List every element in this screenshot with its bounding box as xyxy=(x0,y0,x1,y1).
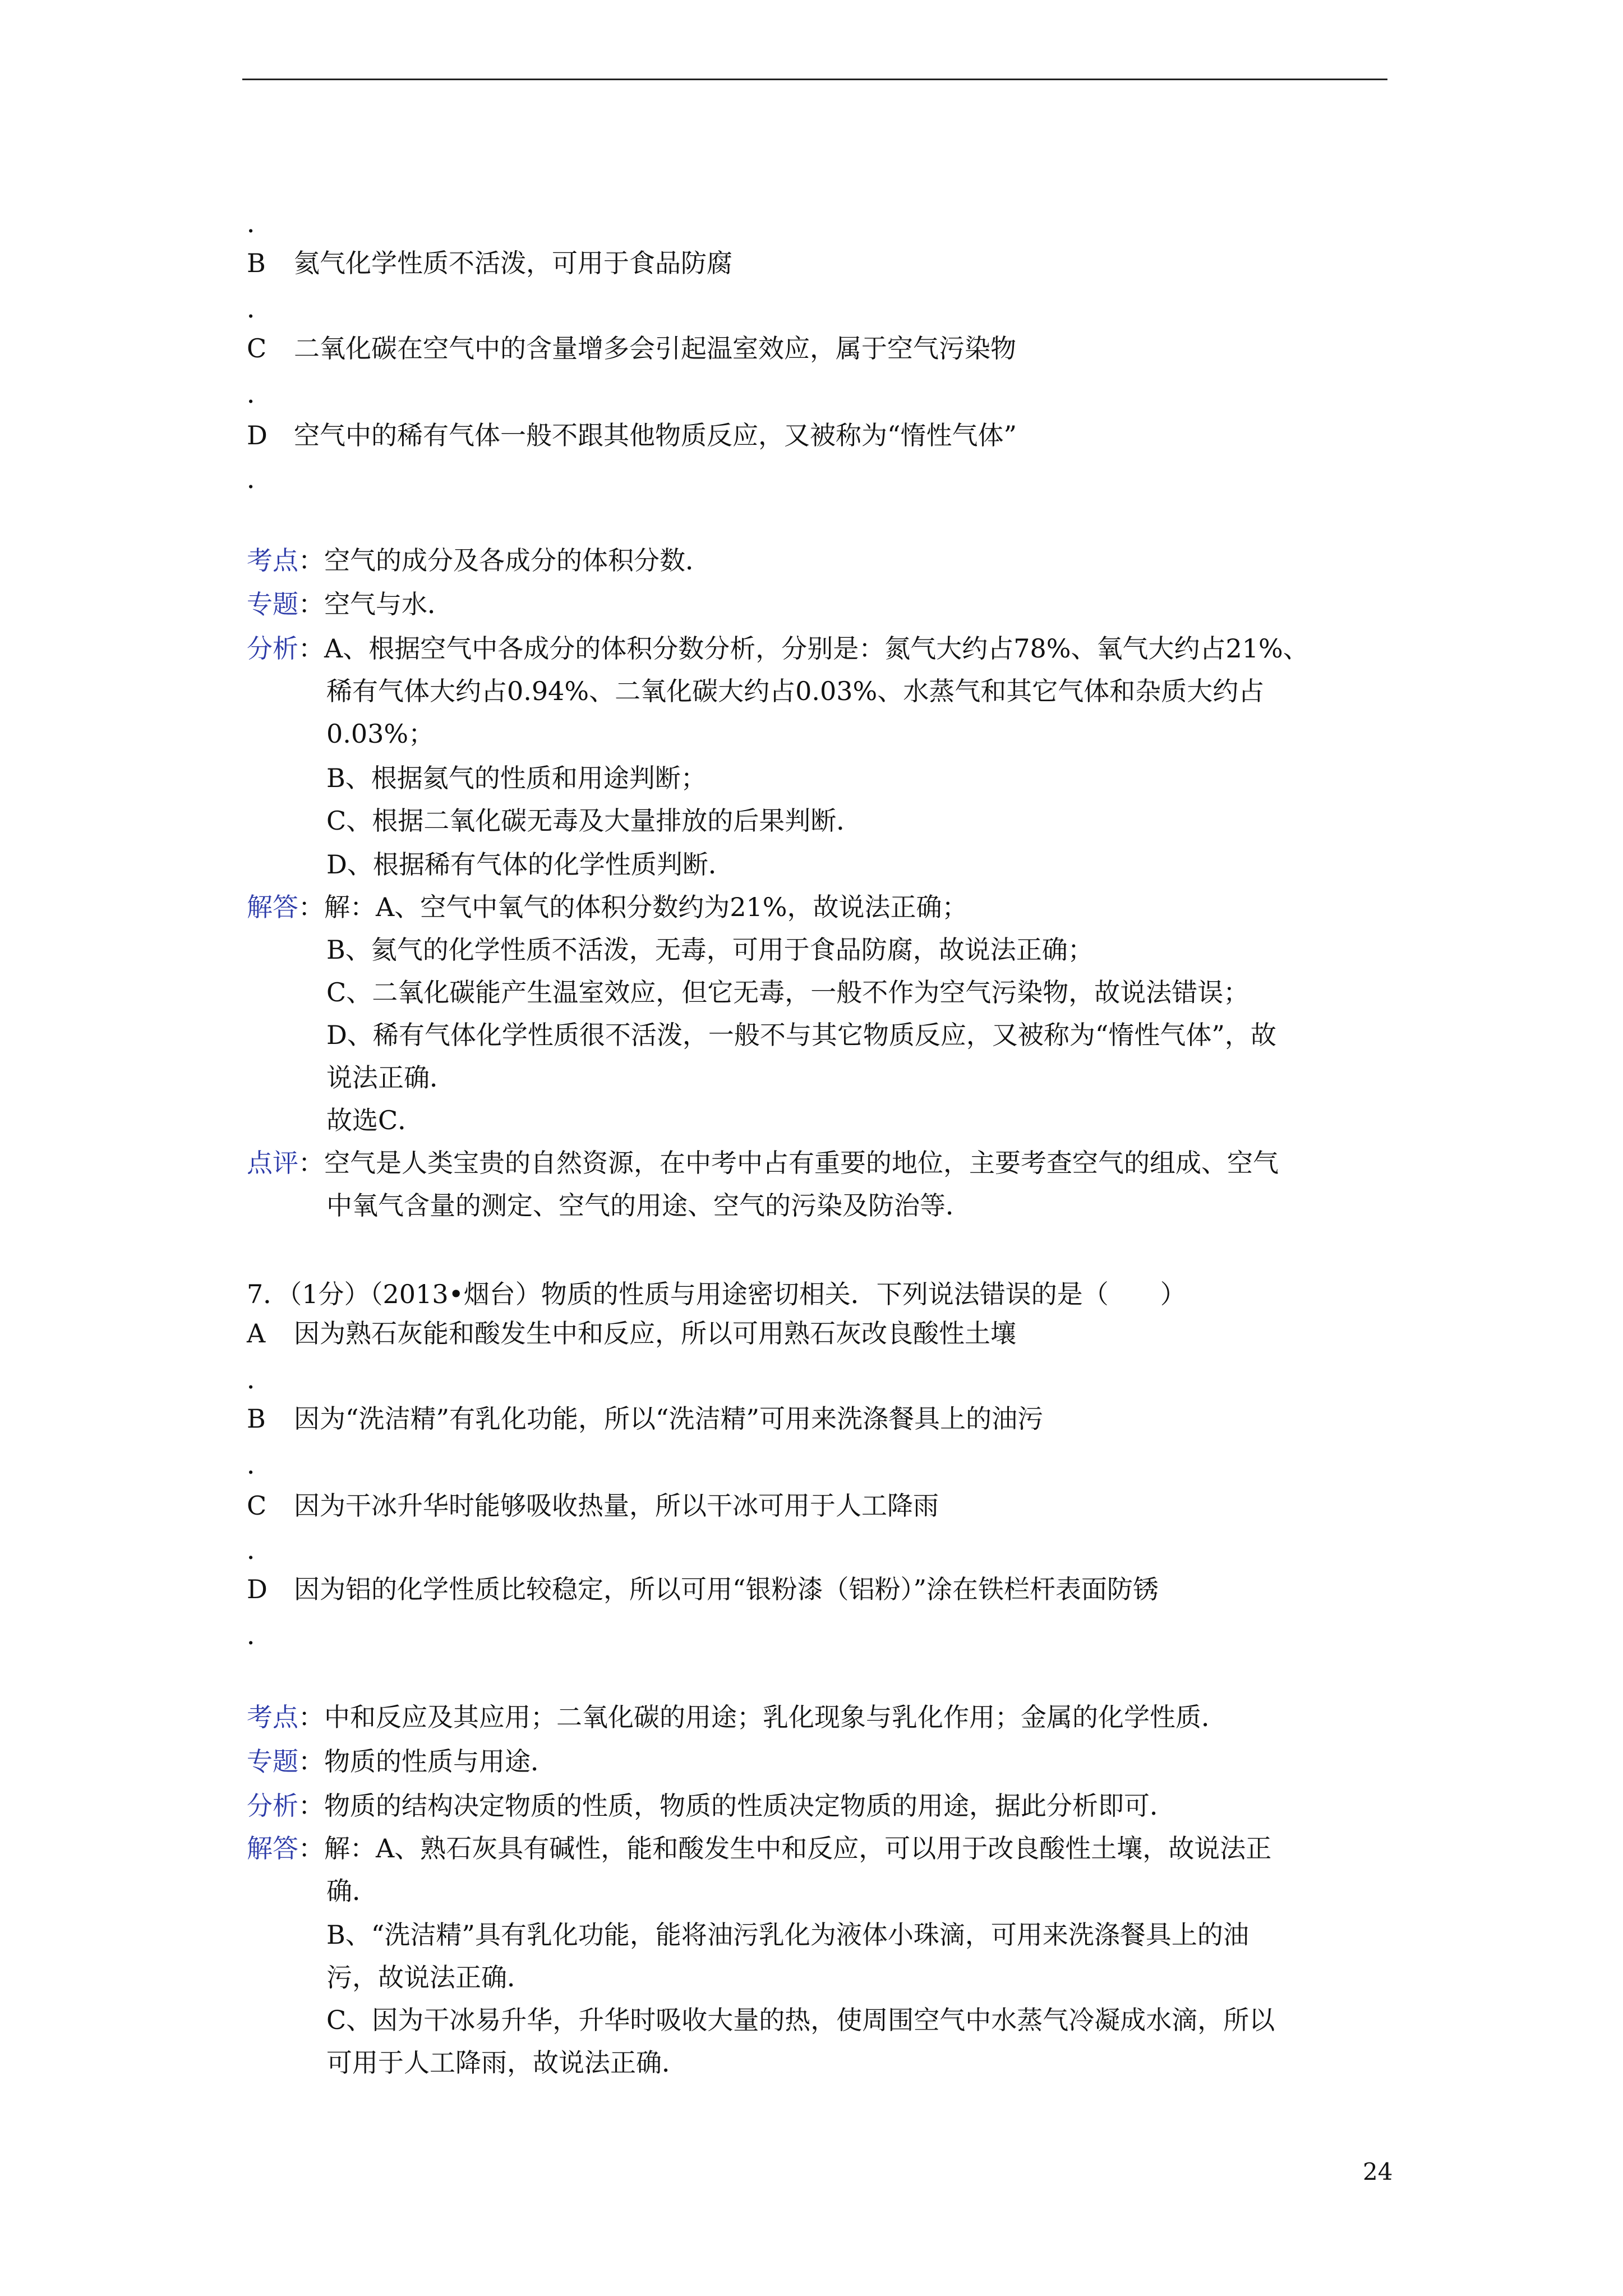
q6-dianping xyxy=(247,1146,1279,1180)
jieda-line: 可用于人工降雨，故说法正确． xyxy=(326,2047,688,2078)
page-number: 24 xyxy=(1363,2158,1393,2185)
q7-fenxi xyxy=(247,1789,1175,1823)
jieda-line: 污，故说法正确． xyxy=(326,1962,533,1993)
fenxi-line: 稀有气体大约占0.94%、二氧化碳大约占0.03%、水蒸气和其它气体和杂质大约占 xyxy=(326,676,1265,706)
option-separator: ． xyxy=(247,379,273,409)
dianping-text: ：空气是人类宝贵的自然资源，在中考中占有重要的地位，主要考查空气的组成、空气 xyxy=(298,1148,1279,1178)
option-separator: ． xyxy=(247,1620,273,1650)
q6-zhuanti xyxy=(247,587,453,621)
jieda-text: ：解：A、空气中氧气的体积分数约为21%，故说法正确； xyxy=(298,892,968,922)
fenxi-label: 分析 xyxy=(247,633,298,664)
q7-option-a-letter: A xyxy=(247,1318,266,1349)
fenxi-label: 分析 xyxy=(247,1791,298,1821)
jieda-line: B、“洗洁精”具有乳化功能，能将油污乳化为液体小珠滴，可用来洗涤餐具上的油 xyxy=(326,1920,1249,1950)
q6-jieda xyxy=(247,890,967,924)
q6-option-c-letter: C xyxy=(247,333,267,364)
jieda-line: 说法正确． xyxy=(326,1062,455,1093)
q6-kaodian xyxy=(247,544,711,577)
jieda-text: ：解：A、熟石灰具有碱性，能和酸发生中和反应，可以用于改良酸性土壤，故说法正 xyxy=(298,1833,1272,1864)
jieda-line: 确． xyxy=(326,1876,378,1906)
fenxi-line: B、根据氦气的性质和用途判断； xyxy=(326,763,707,793)
jieda-line: B、氦气的化学性质不活泼，无毒，可用于食品防腐，故说法正确； xyxy=(326,935,1094,965)
q6-option-c-text: 二氧化碳在空气中的含量增多会引起温室效应，属于空气污染物 xyxy=(294,333,1016,364)
option-separator: ． xyxy=(247,208,273,238)
q7-option-d-text: 因为铝的化学性质比较稳定，所以可用“银粉漆（铝粉）”涂在铁栏杆表面防锈 xyxy=(294,1574,1159,1604)
jieda-line: C、因为干冰易升华，升华时吸收大量的热，使周围空气中水蒸气冷凝成水滴，所以 xyxy=(326,2005,1275,2035)
q7-option-b-text: 因为“洗洁精”有乳化功能，所以“洗洁精”可用来洗涤餐具上的油污 xyxy=(294,1404,1044,1434)
zhuanti-text: ：空气与水． xyxy=(298,589,453,619)
fenxi-line: D、根据稀有气体的化学性质判断． xyxy=(326,849,734,880)
kaodian-text: ：空气的成分及各成分的体积分数． xyxy=(298,545,711,576)
jieda-line: D、稀有气体化学性质很不活泼，一般不与其它物质反应，又被称为“惰性气体”，故 xyxy=(326,1020,1276,1050)
zhuanti-text: ：物质的性质与用途． xyxy=(298,1746,556,1777)
q7-option-c-text: 因为干冰升华时能够吸收热量，所以干冰可用于人工降雨 xyxy=(294,1490,939,1521)
kaodian-label: 考点 xyxy=(247,545,298,576)
fenxi-text: ：A、根据空气中各成分的体积分数分析，分别是：氮气大约占78%、氧气大约占21%、 xyxy=(298,633,1309,664)
kaodian-text: ：中和反应及其应用；二氧化碳的用途；乳化现象与乳化作用；金属的化学性质． xyxy=(298,1702,1227,1732)
q7-option-c-letter: C xyxy=(247,1490,267,1521)
option-separator: ． xyxy=(247,1450,273,1480)
q7-option-b-letter: B xyxy=(247,1404,266,1434)
zhuanti-label: 专题 xyxy=(247,1746,298,1777)
fenxi-line: 0.03%； xyxy=(326,719,435,749)
option-separator: ． xyxy=(247,1535,273,1565)
kaodian-label: 考点 xyxy=(247,1702,298,1732)
q6-option-d-letter: D xyxy=(247,420,268,450)
jieda-line: 故选C． xyxy=(326,1105,424,1135)
q7-option-d-letter: D xyxy=(247,1574,268,1604)
header-rule xyxy=(242,79,1387,80)
jieda-label: 解答 xyxy=(247,892,298,922)
dianping-line: 中氧气含量的测定、空气的用途、空气的污染及防治等． xyxy=(326,1190,971,1221)
fenxi-text: ：物质的结构决定物质的性质，物质的性质决定物质的用途，据此分析即可． xyxy=(298,1791,1175,1821)
q6-option-d-text: 空气中的稀有气体一般不跟其他物质反应，又被称为“惰性气体” xyxy=(294,420,1017,450)
jieda-line: C、二氧化碳能产生温室效应，但它无毒，一般不作为空气污染物，故说法错误； xyxy=(326,977,1249,1007)
q6-option-b-letter: B xyxy=(247,248,266,278)
q7-kaodian xyxy=(247,1700,1227,1734)
jieda-label: 解答 xyxy=(247,1833,298,1864)
dianping-label: 点评 xyxy=(247,1148,298,1178)
q7-option-a-text: 因为熟石灰能和酸发生中和反应，所以可用熟石灰改良酸性土壤 xyxy=(294,1318,1016,1349)
q7-jieda xyxy=(247,1832,1271,1865)
option-separator: ． xyxy=(247,464,273,494)
q6-fenxi xyxy=(247,632,1309,665)
q6-option-b-text: 氦气化学性质不活泼，可用于食品防腐 xyxy=(294,248,732,278)
q7-zhuanti xyxy=(247,1745,556,1778)
zhuanti-label: 专题 xyxy=(247,589,298,619)
option-separator: ． xyxy=(247,1364,273,1395)
fenxi-line: C、根据二氧化碳无毒及大量排放的后果判断． xyxy=(326,806,863,836)
option-separator: ． xyxy=(247,293,273,324)
q7-stem: 7．（1分）（2013•烟台）物质的性质与用途密切相关．下列说法错误的是（ ） xyxy=(247,1279,1186,1309)
